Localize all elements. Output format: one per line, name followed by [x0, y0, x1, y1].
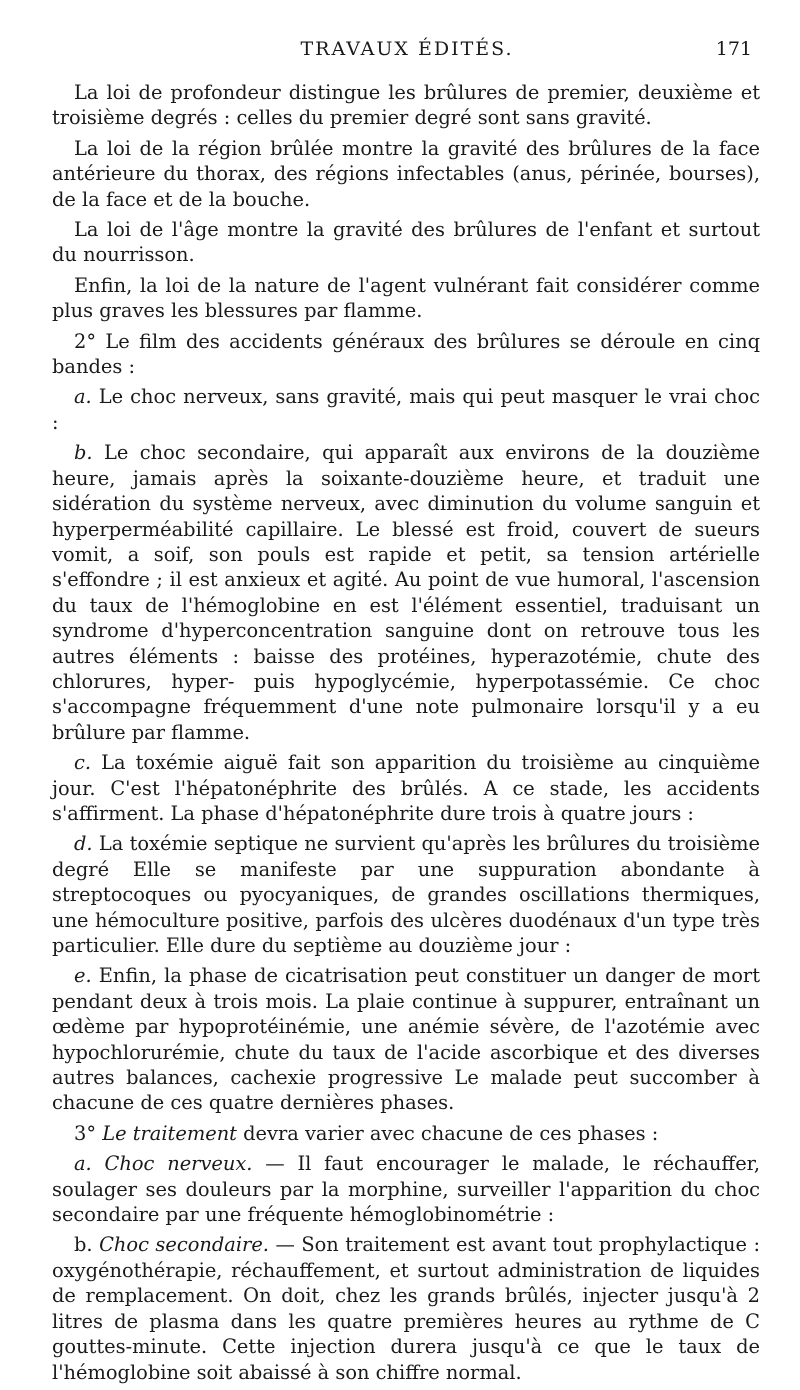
item-label: a. [74, 1152, 92, 1176]
paragraph-age-law [52, 217, 760, 268]
body-text [52, 80, 760, 1390]
paragraph-text: La toxémie aiguë fait son apparition du troisième au cinquième jour. C'est l'hépatonéphrite des brûlés. A ce stade, les accidents s'affirment. La phase d'hépatonéphrite dure trois à quatre jours : [52, 751, 760, 825]
running-title: TRAVAUX ÉDITÉS. [300, 38, 514, 60]
paragraph-agent-law [52, 273, 760, 324]
item-label: b. [74, 1233, 93, 1257]
item-label: a. [74, 385, 92, 409]
paragraph-text: 2° Le film des accidents généraux des brûlures se déroule en cinq bandes : [52, 329, 760, 379]
item-label: 3° [74, 1121, 97, 1145]
italic-heading: Choc secondaire. [99, 1233, 269, 1257]
item-label: b. [74, 441, 93, 465]
item-label: d. [74, 832, 93, 856]
page-header [62, 38, 752, 68]
paragraph-text: La loi de profondeur distingue les brûlures de premier, deuxième et troisième degrés : celles du premier degré sont sans gravité. [52, 81, 760, 130]
paragraph-item-d [52, 831, 760, 958]
paragraph-general-accidents [52, 329, 760, 380]
paragraph-depth-law [52, 80, 760, 131]
paragraph-treatment-a [52, 1151, 760, 1227]
italic-heading: Le traitement [102, 1121, 237, 1145]
paragraph-text: Enfin, la loi de la nature de l'agent vulnérant fait considérer comme plus graves les blessures par flamme. [52, 273, 760, 323]
paragraph-item-b [52, 440, 760, 745]
item-label: c. [74, 751, 92, 775]
paragraph-text: Enfin, la phase de cicatrisation peut constituer un danger de mort pendant deux à trois mois. La plaie continue à suppurer, entraînant un œdème par hypoprotéinémie, une anémie sévère, de l'azotémie avec hypochlorurémie, chute du taux de l'acide ascorbique et des diverses autres balances, cachexie progressive Le malade peut succomber à chacune de ces quatre dernières phases. [52, 964, 760, 1115]
paragraph-item-a [52, 384, 760, 435]
paragraph-treatment-b [52, 1232, 760, 1384]
item-label: e. [74, 964, 92, 988]
paragraph-region-law [52, 136, 760, 212]
paragraph-text: — Son traitement est avant tout prophylactique : oxygénothérapie, réchauffement, et surtout administration de liquides de remplacement. On doit, chez les grands brûlés, injecter jusqu'à 2 litres de plasma dans les quatre premières heures au rythme de C gouttes-minute. Cette injection durera jusqu'à ce que le taux de l'hémoglobine soit abaissé à son chiffre normal. [52, 1233, 761, 1384]
paragraph-text: Le choc nerveux, sans gravité, mais qui peut masquer le vrai choc : [52, 385, 760, 434]
page-number: 171 [715, 38, 752, 60]
italic-heading: Choc nerveux. [104, 1152, 253, 1176]
paragraph-text: La loi de l'âge montre la gravité des brûlures de l'enfant et surtout du nourrisson. [52, 218, 760, 267]
paragraph-treatment [52, 1121, 760, 1146]
paragraph-item-e [52, 963, 760, 1115]
paragraph-text: La loi de la région brûlée montre la gravité des brûlures de la face antérieure du thorax, des régions infectables (anus, périnée, bourses), de la face et de la bouche. [52, 136, 760, 211]
paragraph-text: La toxémie septique ne survient qu'après les brûlures du troisième degré Elle se manifeste par une suppuration abondante à streptocoques ou pyocyaniques, de grandes oscillations thermiques, une hémoculture positive, parfois des ulcères duodénaux d'un type très particulier. Elle dure du septième au douzième jour : [52, 832, 761, 957]
paragraph-text: devra varier avec chacune de ces phases : [243, 1121, 659, 1145]
paragraph-text: Le choc secondaire, qui apparaît aux environs de la douzième heure, jamais après la soixante-douzième heure, et traduit une sidération du système nerveux, avec diminution du volume sanguin et hyperperméabilité capillaire. Le blessé est froid, couvert de sueurs vomit, a soif, son pouls est rapide et petit, sa tension artérielle s'effondre ; il est anxieux et agité. Au point de vue humoral, l'ascension du taux de l'hémoglobine en est l'élément essentiel, traduisant un syndrome d'hyperconcentration sanguine dont on retrouve tous les autres éléments : baisse des protéines, hyperazotémie, chute des chlorures, hyper- puis hypoglycémie, hyperpotassémie. Ce choc s'accompagne fréquemment d'une note pulmonaire lorsqu'il y a eu brûlure par flamme. [52, 441, 760, 744]
paragraph-text: — Il faut encourager le malade, le réchauffer, soulager ses douleurs par la morphine, surveiller l'apparition du choc secondaire par une fréquente hémoglobinométrie : [52, 1152, 760, 1227]
paragraph-item-c [52, 750, 760, 826]
